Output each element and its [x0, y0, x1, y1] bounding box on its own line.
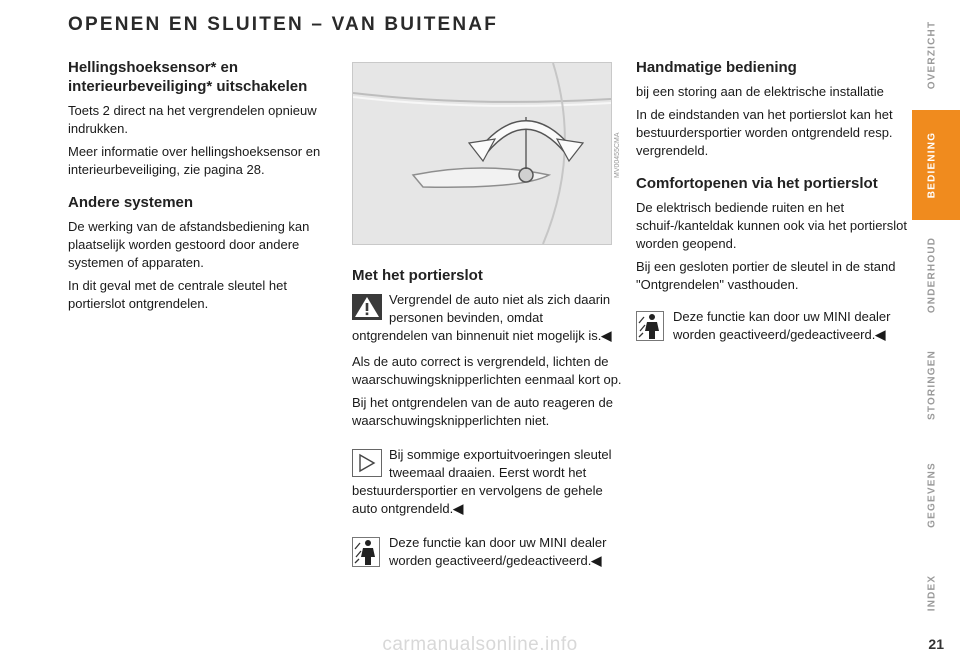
- dealer-note: [352, 534, 630, 570]
- section-heading-comfort-open: Comfortopenen via het portierslot: [636, 175, 878, 192]
- warning-text: Vergrendel de auto niet als zich daarin personen bevinden, omdat: [389, 292, 611, 325]
- note-text: Bij sommige exportuitvoeringen sleutel tweemaal draaien. Eerst wordt het: [389, 447, 612, 480]
- end-mark: ◀: [875, 327, 886, 342]
- paragraph: In dit geval met de centrale sleutel het portierslot ontgrendelen.: [68, 278, 287, 311]
- service-mechanic-icon: [636, 311, 664, 341]
- end-mark: ◀: [591, 553, 602, 568]
- dealer-note: [636, 308, 916, 344]
- page-number: 21: [928, 636, 944, 652]
- info-note: [352, 446, 630, 518]
- note-triangle-icon: [352, 449, 382, 477]
- paragraph: De werking van de afstandsbediening kan plaatselijk worden gestoord door andere systemen of apparaten.: [68, 219, 310, 270]
- paragraph: Toets 2 direct na het vergrendelen opnieuw indrukken.: [68, 103, 317, 136]
- watermark: carmanualsonline.info: [382, 634, 578, 655]
- dealer-text: Deze functie kan door uw MINI dealer worden geactiveerd/gedeactiveerd.: [673, 309, 891, 342]
- end-mark: ◀: [453, 501, 464, 516]
- warning-text-continued: ontgrendelen van binnenuit niet mogelijk is.: [352, 328, 602, 343]
- tab-overzicht[interactable]: OVERZICHT: [926, 20, 938, 90]
- warning-icon: [352, 294, 382, 320]
- paragraph: In de eindstanden van het portierslot kan het bestuurdersportier worden ontgrendeld resp. vergrendeld.: [636, 107, 893, 158]
- section-heading-sensor: Hellingshoeksensor* en interieurbeveiliging* uitschakelen: [68, 59, 308, 95]
- image-code: MV00455CMA: [614, 132, 621, 178]
- right-column: [636, 58, 916, 344]
- paragraph: Bij het ontgrendelen van de auto reageren de waarschuwingsknipperlichten niet.: [352, 395, 613, 428]
- tab-storingen[interactable]: STORINGEN: [926, 349, 938, 421]
- section-tabs: [912, 0, 960, 663]
- section-heading-other-systems: Andere systemen: [68, 194, 194, 211]
- section-heading-door-lock: Met het portierslot: [352, 267, 483, 284]
- middle-column: [352, 266, 630, 570]
- dealer-text: Deze functie kan door uw MINI dealer worden geactiveerd/gedeactiveerd.: [389, 535, 607, 568]
- tab-onderhoud[interactable]: ONDERHOUD: [926, 236, 938, 314]
- warning-note: [352, 291, 630, 345]
- end-mark: ◀: [601, 328, 612, 343]
- paragraph: bij een storing aan de elektrische installatie: [636, 84, 884, 99]
- door-handle-illustration: [352, 62, 612, 245]
- note-text-continued: bestuurdersportier en vervolgens de gehele auto ontgrendeld.: [352, 483, 603, 516]
- paragraph: Meer informatie over hellingshoeksensor en interieurbeveiliging, zie pagina 28.: [68, 144, 321, 177]
- paragraph: Als de auto correct is vergrendeld, lichten de waarschuwingsknipperlichten eenmaal kort op.: [352, 354, 622, 387]
- service-mechanic-icon: [352, 537, 380, 567]
- tab-bediening[interactable]: BEDIENING: [912, 110, 960, 220]
- tab-gegevens[interactable]: GEGEVENS: [926, 462, 938, 528]
- left-column: [68, 58, 343, 318]
- paragraph: De elektrisch bediende ruiten en het schuif-/kanteldak kunnen ook via het portierslot worden geopend.: [636, 200, 907, 251]
- paragraph: Bij een gesloten portier de sleutel in de stand "Ontgrendelen" vasthouden.: [636, 259, 896, 292]
- section-heading-manual: Handmatige bediening: [636, 59, 797, 76]
- tab-index[interactable]: INDEX: [926, 574, 938, 611]
- page-title: OPENEN EN SLUITEN – VAN BUITENAF: [68, 14, 499, 35]
